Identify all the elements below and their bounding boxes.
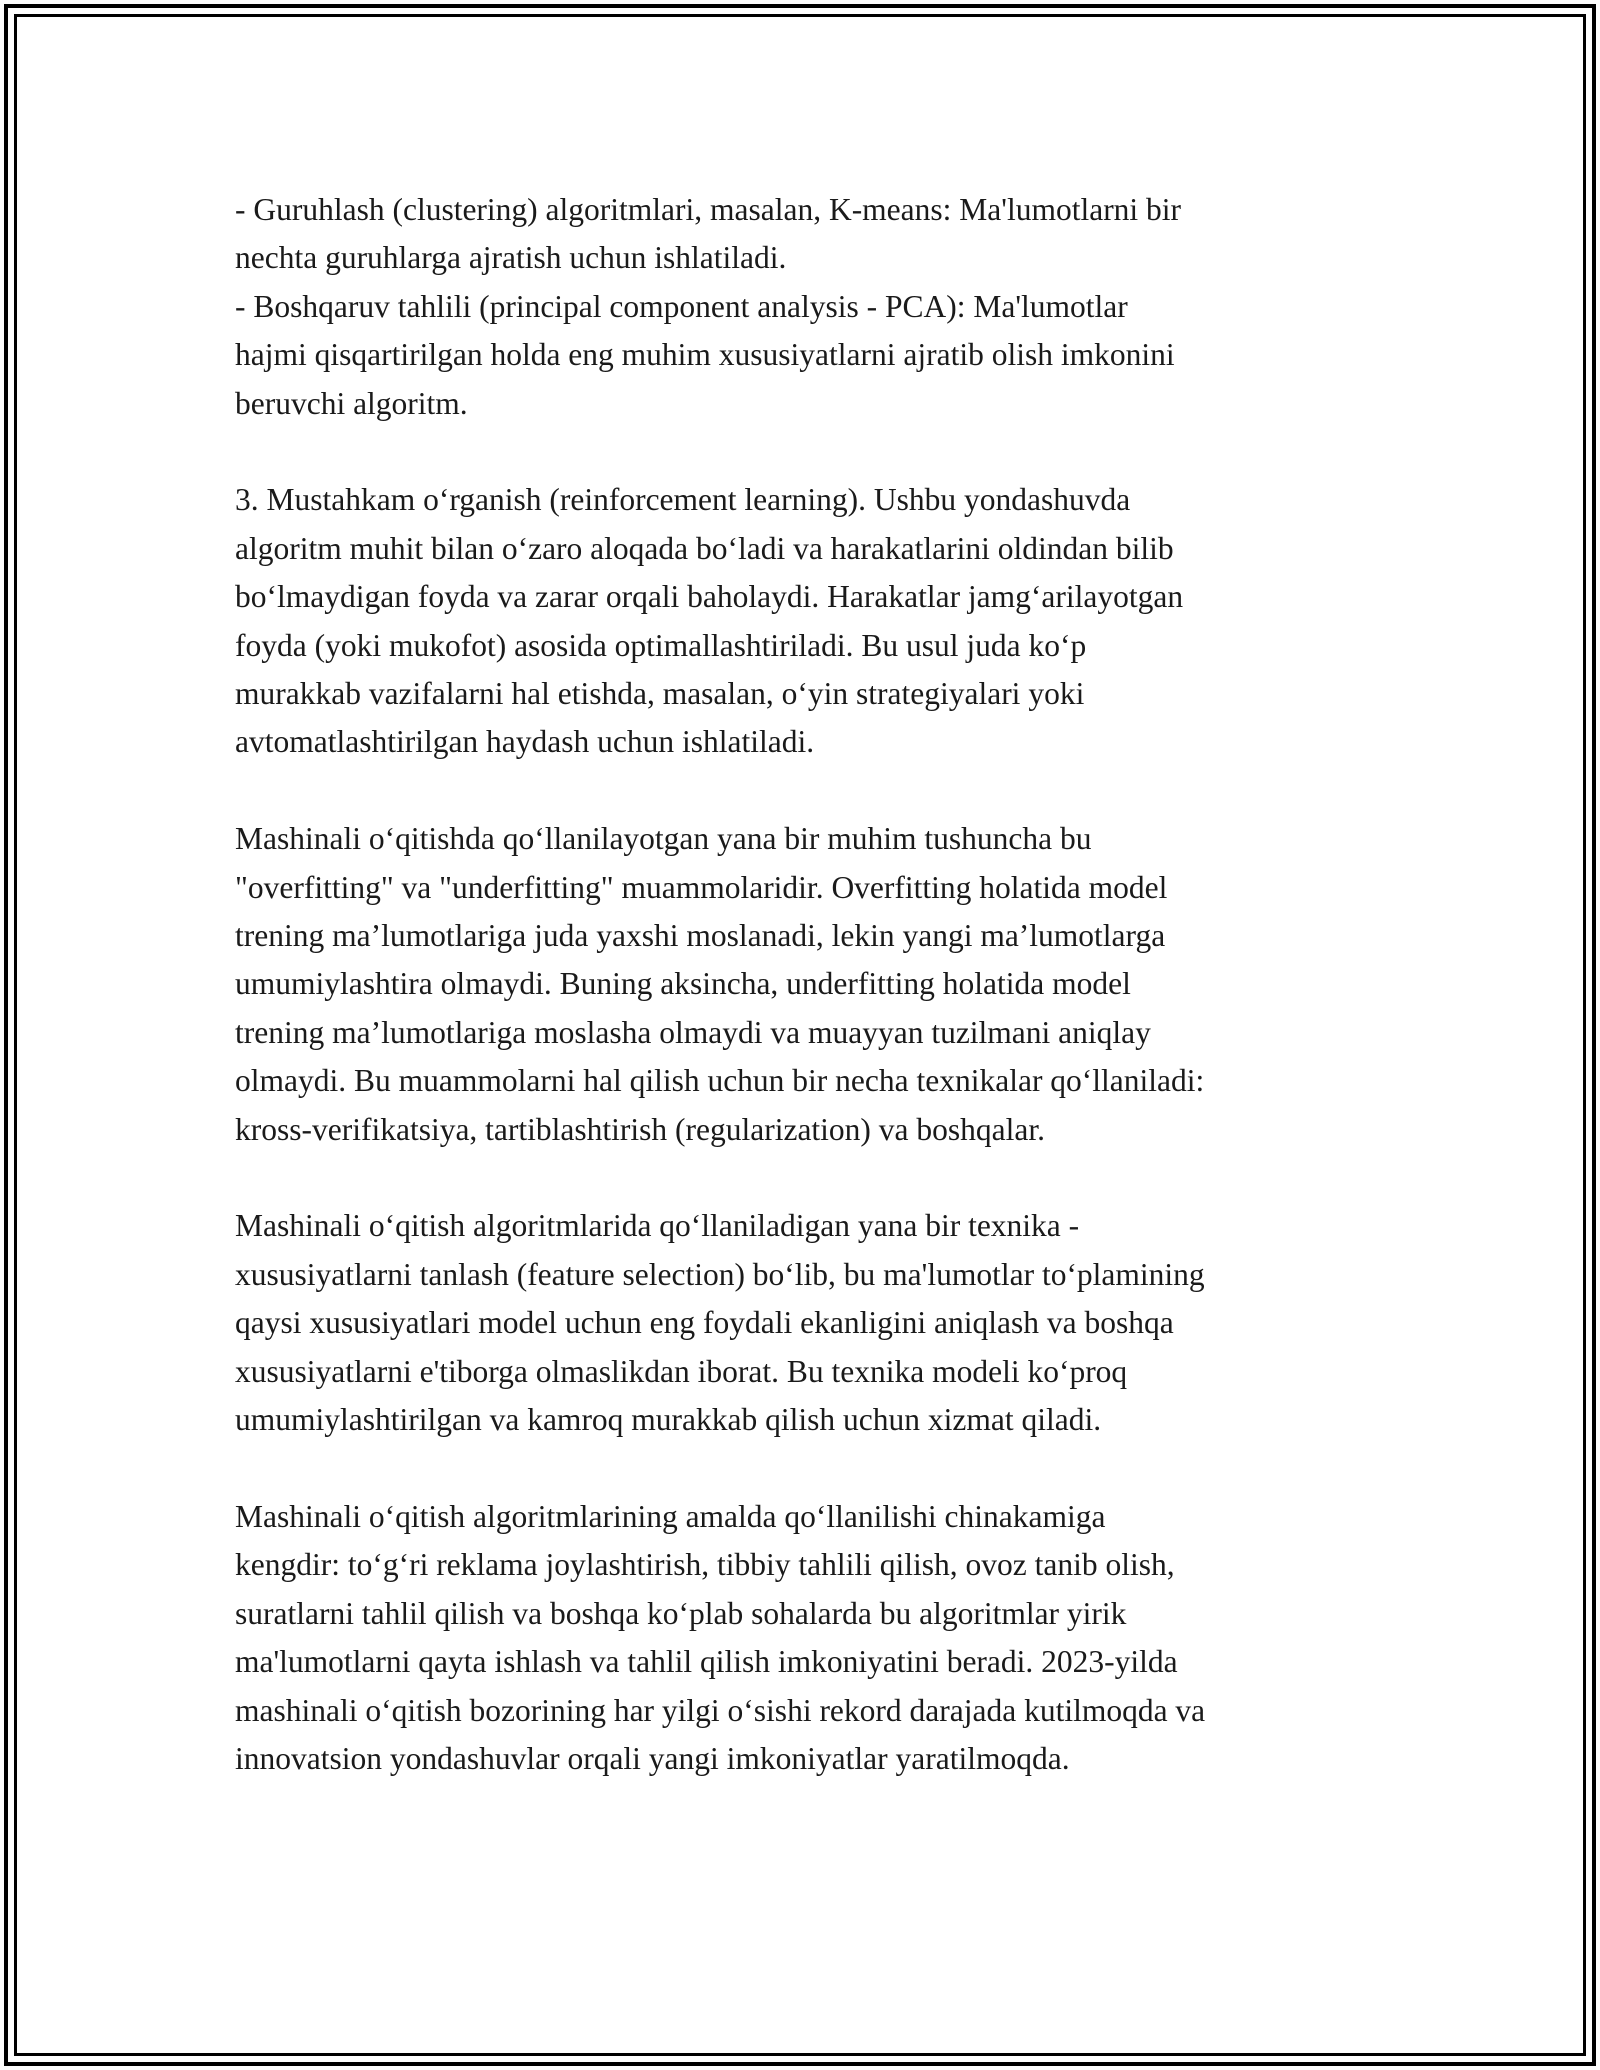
text-line: trening ma’lumotlariga moslasha olmaydi va muayyan tuzilmani aniqlay — [235, 1014, 1151, 1050]
text-line: nechta guruhlarga ajratish uchun ishlatiladi. — [235, 240, 787, 276]
paragraph-feature-selection — [235, 1202, 1375, 1444]
text-line: ma'lumotlarni qayta ishlash va tahlil qilish imkoniyatini beradi. 2023-yilda — [235, 1644, 1178, 1680]
text-line: algoritm muhit bilan oʻzaro aloqada boʻladi va harakatlarini oldindan bilib — [235, 530, 1174, 566]
text-line: xususiyatlarni e'tiborga olmaslikdan iborat. Bu texnika modeli koʻproq — [235, 1353, 1128, 1389]
text-line: xususiyatlarni tanlash (feature selection) boʻlib, bu ma'lumotlar toʻplamining — [235, 1256, 1205, 1292]
text-line: murakkab vazifalarni hal etishda, masalan, oʻyin strategiyalari yoki — [235, 676, 1085, 712]
text-line: trening ma’lumotlariga juda yaxshi moslanadi, lekin yangi ma’lumotlarga — [235, 918, 1166, 954]
text-line: "overfitting" va "underfitting" muammolaridir. Overfitting holatida model — [235, 869, 1168, 905]
text-line: umumiylashtira olmaydi. Buning aksincha, underfitting holatida model — [235, 966, 1131, 1002]
paragraph-unsupervised-algorithms — [235, 186, 1375, 428]
text-line: - Boshqaruv tahlili (principal component analysis - PCA): Ma'lumotlar — [235, 288, 1128, 324]
text-line: suratlarni tahlil qilish va boshqa koʻplab sohalarda bu algoritmlar yirik — [235, 1595, 1127, 1631]
text-line: avtomatlashtirilgan haydash uchun ishlatiladi. — [235, 724, 815, 760]
paragraph-reinforcement-learning — [235, 476, 1375, 766]
text-line: Mashinali oʻqitish algoritmlarining amalda qoʻllanilishi chinakamiga — [235, 1498, 1106, 1534]
paragraph-applications — [235, 1493, 1375, 1783]
text-line: olmaydi. Bu muammolarni hal qilish uchun bir necha texnikalar qoʻllaniladi: — [235, 1063, 1205, 1099]
text-line: Mashinali oʻqitish algoritmlarida qoʻllaniladigan yana bir texnika - — [235, 1208, 1080, 1244]
text-line: foyda (yoki mukofot) asosida optimallashtiriladi. Bu usul juda koʻp — [235, 627, 1087, 663]
text-line: kross-verifikatsiya, tartiblashtirish (regularization) va boshqalar. — [235, 1111, 1046, 1147]
text-line: mashinali oʻqitish bozorining har yilgi oʻsishi rekord darajada kutilmoqda va — [235, 1692, 1206, 1728]
paragraph-overfitting — [235, 815, 1375, 1154]
document-body — [235, 186, 1375, 1832]
text-line: hajmi qisqartirilgan holda eng muhim xususiyatlarni ajratib olish imkonini — [235, 337, 1175, 373]
text-line: boʻlmaydigan foyda va zarar orqali baholaydi. Harakatlar jamgʻarilayotgan — [235, 579, 1184, 615]
text-line: 3. Mustahkam oʻrganish (reinforcement learning). Ushbu yondashuvda — [235, 482, 1131, 518]
text-line: umumiylashtirilgan va kamroq murakkab qilish uchun xizmat qiladi. — [235, 1402, 1102, 1438]
text-line: kengdir: toʻgʻri reklama joylashtirish, tibbiy tahlili qilish, ovoz tanib olish, — [235, 1547, 1175, 1583]
text-line: beruvchi algoritm. — [235, 385, 468, 421]
text-line: qaysi xususiyatlari model uchun eng foydali ekanligini aniqlash va boshqa — [235, 1305, 1174, 1341]
text-line: Mashinali oʻqitishda qoʻllanilayotgan yana bir muhim tushuncha bu — [235, 821, 1092, 857]
text-line: innovatsion yondashuvlar orqali yangi imkoniyatlar yaratilmoqda. — [235, 1740, 1070, 1776]
text-line: - Guruhlash (clustering) algoritmlari, masalan, K-means: Ma'lumotlarni bir — [235, 192, 1182, 227]
